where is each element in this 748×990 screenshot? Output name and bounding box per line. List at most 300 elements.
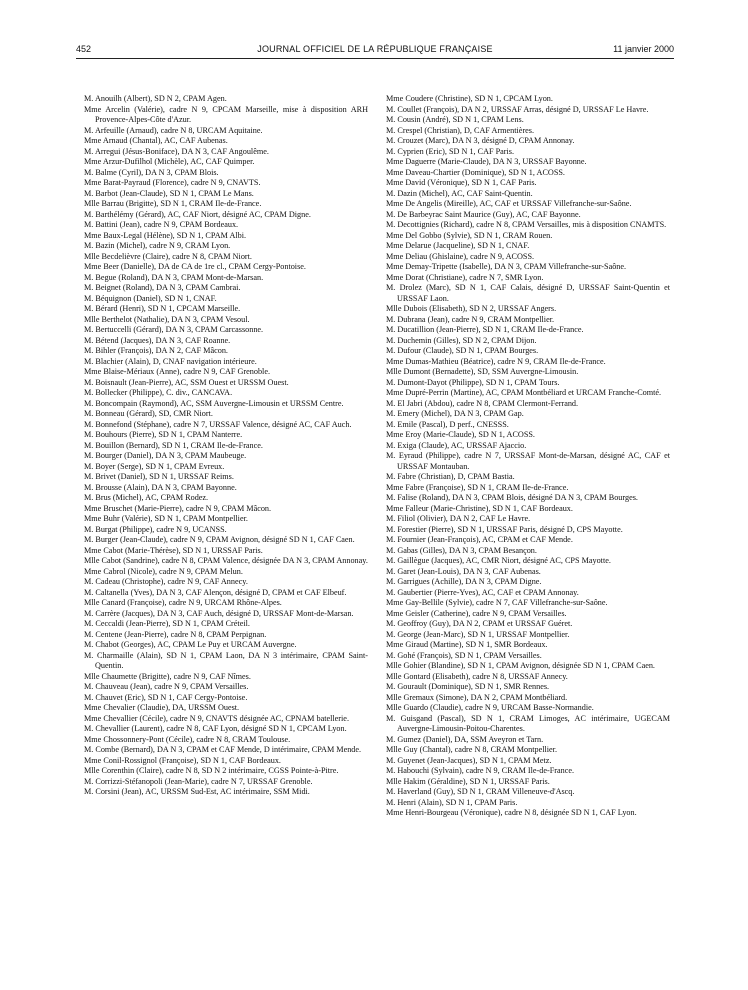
civil-title: M.: [84, 241, 94, 250]
entry-text: Gohier (Blandine), SD N 1, CPAM Avignon, désignée SD N 1, CPAM Caen.: [403, 661, 655, 670]
civil-title: Mlle: [386, 692, 402, 702]
appointment-entry: [386, 567, 670, 578]
entry-text: Bonneau (Gérard), SD, CMR Niort.: [95, 409, 213, 418]
civil-title: M.: [386, 440, 396, 450]
entry-text: Beignet (Roland), DA N 3, CPAM Cambrai.: [95, 283, 241, 292]
entry-text: Filiol (Olivier), DA N 2, CAF Le Havre.: [397, 514, 531, 523]
civil-title: M.: [386, 556, 396, 565]
civil-title: M.: [84, 776, 94, 786]
civil-title: Mlle: [84, 251, 100, 261]
civil-title: M.: [386, 493, 396, 502]
page-number: 452: [76, 44, 92, 54]
appointment-entry: [386, 252, 670, 263]
entry-text: Chevalier (Claudie), DA, URSSM Ouest.: [103, 703, 240, 712]
entry-text: Chabot (Georges), AC, CPAM Le Puy et URCAM Auvergne.: [95, 640, 297, 649]
appointment-entry: [84, 682, 368, 693]
appointment-entry: [84, 283, 368, 294]
appointment-entry: [386, 126, 670, 137]
appointment-entry: [386, 220, 670, 231]
entry-text: Cabot (Sandrine), cadre N 8, CPAM Valence, désignée DA N 3, CPAM Annonay.: [101, 556, 368, 565]
appointment-entry: [386, 409, 670, 420]
appointment-entry: [84, 94, 368, 105]
civil-title: Mlle: [84, 671, 100, 681]
entry-text: Barthélémy (Gérard), AC, CAF Niort, désigné AC, CPAM Digne.: [95, 209, 311, 219]
entry-text: De Barbeyrac Saint Maurice (Guy), AC, CAF Bayonne.: [397, 209, 581, 219]
appointment-entry: [84, 294, 368, 305]
entry-text: Fabre (Christian), D, CPAM Bastia.: [397, 472, 515, 481]
entry-text: De Angelis (Mireille), AC, CAF et URSSAF Villefranche-sur-Saône.: [405, 199, 632, 208]
appointment-entry: [84, 346, 368, 357]
appointment-entry: [386, 346, 670, 357]
page-header: [76, 44, 674, 58]
appointment-entry: [84, 735, 368, 746]
civil-title: M.: [84, 283, 94, 292]
entry-text: Berthelot (Nathalie), DA N 3, CPAM Vesoul.: [101, 314, 250, 324]
civil-title: M.: [386, 325, 396, 334]
appointment-entry: [386, 189, 670, 200]
entry-text: Chevallier (Laurent), cadre N 8, CAF Lyon, désigné SD N 1, CPCAM Lyon.: [95, 724, 347, 733]
appointment-entry: [386, 136, 670, 147]
entry-text: Barbot (Jean-Claude), SD N 1, CPAM Le Mans.: [95, 188, 254, 198]
appointment-entry: [386, 703, 670, 714]
entry-text: Emery (Michel), DA N 3, CPAM Gap.: [397, 409, 524, 418]
civil-title: Mlle: [84, 556, 100, 565]
appointment-entry: [386, 798, 670, 809]
entry-text: Cabrol (Nicole), cadre N 9, CPAM Melun.: [103, 566, 243, 576]
appointment-entry: [386, 273, 670, 284]
entry-text: Bruschet (Marie-Pierre), cadre N 9, CPAM Mâcon.: [103, 503, 272, 513]
entry-text: Chevallier (Cécile), cadre N 9, CNAVTS désignée AC, CPNAM batellerie.: [103, 713, 349, 723]
appointment-entry: [84, 105, 368, 126]
entry-text: Buhr (Valérie), SD N 1, CPAM Montpellier.: [103, 514, 248, 523]
appointment-entry: [386, 556, 670, 567]
civil-title: M.: [386, 104, 396, 114]
entry-text: Eroy (Marie-Claude), SD N 1, ACOSS.: [405, 430, 535, 439]
civil-title: M.: [386, 136, 396, 145]
appointment-entry: [84, 136, 368, 147]
entry-text: Burgat (Philippe), cadre N 9, UCANSS.: [95, 524, 227, 534]
appointment-entry: [386, 588, 670, 599]
civil-title: M.: [84, 419, 94, 429]
entry-text: Cabot (Marie-Thérèse), SD N 1, URSSAF Paris.: [103, 545, 263, 555]
appointment-entry: [386, 451, 670, 472]
appointment-entry: [386, 577, 670, 588]
civil-title: Mlle: [386, 776, 402, 786]
appointment-entry: [386, 304, 670, 315]
civil-title: Mme: [84, 157, 102, 166]
entry-text: Ceccaldi (Jean-Pierre), SD N 1, CPAM Créteil.: [95, 619, 250, 628]
entry-text: Charmaille (Alain), SD N 1, CPAM Laon, DA N 3 intérimaire, CPAM Saint-Quentin.: [95, 650, 369, 670]
civil-title: M.: [84, 220, 94, 229]
entry-text: Barat-Payraud (Florence), cadre N 9, CNAVTS.: [103, 178, 261, 187]
entry-text: Cousin (André), SD N 1, CPAM Lens.: [397, 115, 524, 124]
entry-text: Del Gobbo (Sylvie), SD N 1, CRAM Rouen.: [405, 230, 553, 240]
entry-text: Combe (Bernard), DA N 3, CPAM et CAF Mende, D intérimaire, CPAM Mende.: [95, 745, 362, 754]
appointment-entry: [84, 609, 368, 620]
civil-title: M.: [386, 682, 396, 691]
civil-title: M.: [386, 734, 396, 744]
appointment-entry: [386, 661, 670, 672]
civil-title: Mme: [386, 157, 404, 166]
entry-text: Chaumette (Brigitte), cadre N 9, CAF Nîmes.: [101, 671, 251, 681]
appointment-entry: [84, 714, 368, 725]
entry-text: El Jabri (Abdou), cadre N 8, CPAM Clermont-Ferrand.: [397, 398, 579, 408]
entry-text: Carrère (Jacques), DA N 3, CAF Auch, désigné D, URSSAF Mont-de-Marsan.: [95, 608, 354, 618]
appointment-entry: [386, 808, 670, 819]
entry-text: Boyer (Serge), SD N 1, CPAM Evreux.: [95, 461, 225, 471]
appointment-entry: [84, 567, 368, 578]
entry-text: Bourger (Daniel), DA N 3, CPAM Maubeuge.: [95, 451, 247, 460]
civil-title: M.: [84, 745, 94, 754]
appointment-entry: [84, 619, 368, 630]
entry-text: Gremaux (Simone), DA N 2, CPAM Montbéliard.: [403, 692, 568, 702]
entry-text: Gohé (François), SD N 1, CPAM Versailles.: [397, 650, 542, 660]
appointment-entry: [386, 640, 670, 651]
civil-title: Mme: [84, 514, 102, 523]
entry-text: Cyprien (Eric), SD N 1, CAF Paris.: [397, 146, 515, 156]
civil-title: Mme: [84, 734, 102, 744]
entry-text: Fournier (Jean-François), AC, CPAM et CAF Mende.: [397, 535, 573, 544]
appointment-entry: [84, 336, 368, 347]
civil-title: M.: [386, 377, 396, 387]
appointment-entry: [386, 210, 670, 221]
entry-text: Anouilh (Albert), SD N 2, CPAM Agen.: [94, 94, 227, 103]
entry-text: Fabre (Françoise), SD N 1, CRAM Ile-de-France.: [405, 482, 569, 492]
entry-text: Bihler (François), DA N 2, CAF Mâcon.: [95, 346, 228, 355]
civil-title: M.: [386, 619, 396, 628]
appointment-entry: [386, 777, 670, 788]
entry-text: Deliau (Ghislaine), cadre N 9, ACOSS.: [405, 251, 535, 261]
civil-title: Mme: [386, 356, 404, 366]
appointment-entry: [386, 357, 670, 368]
appointment-entry: [84, 220, 368, 231]
civil-title: M.: [84, 482, 94, 492]
entry-text: Blachier (Alain), D, CNAF navigation intérieure.: [95, 356, 257, 366]
civil-title: Mme: [386, 241, 404, 250]
entry-text: Exiga (Claude), AC, URSSAF Ajaccio.: [397, 440, 527, 450]
entry-text: Hakim (Géraldine), SD N 1, URSSAF Paris.: [403, 776, 550, 786]
appointment-entry: [84, 241, 368, 252]
appointment-entry: [84, 378, 368, 389]
civil-title: Mme: [84, 230, 102, 240]
civil-title: M.: [84, 724, 94, 733]
appointment-entry: [84, 693, 368, 704]
appointment-entry: [386, 157, 670, 168]
entry-text: Gay-Bellile (Sylvie), cadre N 7, CAF Villefranche-sur-Saône.: [405, 598, 608, 607]
entry-text: Geisler (Catherine), cadre N 9, CPAM Versailles.: [405, 608, 567, 618]
appointment-entry: [84, 787, 368, 798]
appointment-entry: [386, 178, 670, 189]
appointment-entry: [386, 651, 670, 662]
civil-title: Mme: [84, 104, 102, 114]
appointment-entry: [84, 409, 368, 420]
civil-title: Mlle: [386, 367, 402, 376]
entry-text: Cadeau (Christophe), cadre N 9, CAF Annecy.: [95, 577, 248, 586]
appointment-entry: [84, 651, 368, 672]
civil-title: M.: [84, 650, 94, 660]
appointment-entry: [84, 756, 368, 767]
appointment-entry: [84, 399, 368, 410]
civil-title: Mme: [386, 262, 404, 271]
appointment-entry: [84, 126, 368, 137]
entry-text: Garrigues (Achille), DA N 3, CPAM Digne.: [397, 577, 542, 586]
entry-text: Habouchi (Sylvain), cadre N 9, CRAM Ile-de-France.: [397, 766, 575, 775]
appointment-entry: [84, 430, 368, 441]
appointment-entry: [84, 420, 368, 431]
appointment-entry: [386, 483, 670, 494]
appointment-entry: [84, 441, 368, 452]
appointment-entry: [84, 514, 368, 525]
appointment-entry: [386, 336, 670, 347]
entry-text: Dumont-Dayot (Philippe), SD N 1, CPAM Tours.: [397, 377, 560, 387]
entry-text: Dubois (Elisabeth), SD N 2, URSSAF Angers.: [403, 304, 557, 313]
appointment-entry: [84, 703, 368, 714]
civil-title: M.: [386, 629, 396, 639]
appointment-entry: [84, 451, 368, 462]
entry-text: Conil-Rossignol (Françoise), SD N 1, CAF Bordeaux.: [103, 755, 281, 765]
appointment-entry: [386, 241, 670, 252]
appointment-entry: [386, 399, 670, 410]
appointment-entry: [84, 210, 368, 221]
civil-title: M.: [386, 335, 396, 345]
entry-text: Balme (Cyril), DA N 3, CPAM Blois.: [95, 167, 219, 177]
appointment-entry: [84, 168, 368, 179]
civil-title: M.: [84, 640, 94, 649]
civil-title: M.: [84, 325, 94, 334]
civil-title: M.: [386, 409, 396, 418]
civil-title: Mme: [386, 230, 404, 240]
entry-text: Garet (Jean-Louis), DA N 3, CAF Aubenas.: [397, 566, 541, 576]
appointment-entry: [386, 94, 670, 105]
appointment-entry: [84, 388, 368, 399]
civil-title: M.: [84, 94, 94, 103]
appointment-entry: [386, 745, 670, 756]
civil-title: Mme: [386, 640, 404, 649]
entry-text: Demay-Tripette (Isabelle), DA N 3, CPAM Villefranche-sur-Saône.: [405, 262, 627, 271]
civil-title: M.: [84, 146, 94, 156]
civil-title: M.: [84, 346, 94, 355]
entry-text: Forestier (Pierre), SD N 1, URSSAF Paris, désigné D, CPS Mayotte.: [397, 524, 623, 534]
entry-text: Giraud (Martine), SD N 1, SMR Bordeaux.: [405, 640, 548, 649]
civil-title: Mlle: [386, 661, 402, 670]
appointment-entry: [84, 262, 368, 273]
entry-text: Guisgand (Pascal), SD N 1, CRAM Limoges, AC intérimaire, UGECAM Auvergne-Limousin-Poitou-Charentes.: [397, 713, 671, 733]
civil-title: M.: [84, 692, 94, 702]
appointment-entry: [386, 714, 670, 735]
appointment-entry: [84, 745, 368, 756]
appointment-entry: [386, 514, 670, 525]
appointment-entry: [84, 157, 368, 168]
appointment-entry: [84, 724, 368, 735]
entry-text: Brivet (Daniel), SD N 1, URSSAF Reims.: [95, 472, 234, 481]
entry-text: Duchemin (Gilles), SD N 2, CPAM Dijon.: [397, 335, 537, 345]
appointment-entry: [84, 304, 368, 315]
entry-text: Gumez (Daniel), DA, SSM Aveyron et Tarn.: [397, 734, 544, 744]
entry-text: Dazin (Michel), AC, CAF Saint-Quentin.: [397, 188, 533, 198]
entry-text: Eyraud (Philippe), cadre N 7, URSSAF Mont-de-Marsan, désigné AC, CAF et URSSAF Montauban.: [397, 451, 671, 471]
entry-text: Arregui (Jésus-Boniface), DA N 3, CAF Angoulême.: [94, 146, 269, 156]
appointment-entry: [84, 199, 368, 210]
civil-title: M.: [386, 220, 396, 229]
civil-title: Mme: [84, 367, 102, 376]
civil-title: M.: [84, 608, 94, 618]
entry-text: Bouillon (Bernard), SD N 1, CRAM Ile-de-France.: [95, 440, 263, 450]
entry-text: Baux-Legal (Hélène), SD N 1, CPAM Albi.: [103, 230, 247, 240]
civil-title: M.: [84, 356, 94, 366]
entry-text: Bouhours (Pierre), SD N 1, CPAM Nanterre.: [95, 430, 243, 439]
civil-title: M.: [386, 419, 396, 429]
entry-text: Arcelin (Valérie), cadre N 9, CPCAM Marseille, mise à disposition ARH Provence-Alpes-Côte d'Azur.: [95, 104, 368, 124]
appointment-entry: [386, 441, 670, 452]
entry-text: Brus (Michel), AC, CPAM Rodez.: [95, 493, 209, 502]
civil-title: M.: [386, 577, 396, 586]
entry-text: Boisnault (Jean-Pierre), AC, SSM Ouest et URSSM Ouest.: [95, 377, 289, 387]
entry-text: Dumont (Bernadette), SD, SSM Auvergne-Limousin.: [403, 367, 579, 376]
appointment-entry: [386, 693, 670, 704]
appointment-entry: [84, 766, 368, 777]
entry-text: Bertuccelli (Gérard), DA N 3, CPAM Carcassonne.: [95, 325, 264, 334]
entry-text: Crespel (Christian), D, CAF Armentières.: [397, 125, 535, 135]
appointment-entry: [84, 535, 368, 546]
appointment-entry: [84, 325, 368, 336]
entry-text: Dufour (Claude), SD N 1, CPAM Bourges.: [397, 346, 539, 355]
entry-text: Guy (Chantal), cadre N 8, CRAM Montpellier.: [403, 745, 558, 754]
appointment-entry: [84, 556, 368, 567]
civil-title: M.: [386, 524, 396, 534]
entry-text: Coudere (Christine), SD N 1, CPCAM Lyon.: [405, 94, 553, 103]
entry-text: Béquignon (Daniel), SD N 1, CNAF.: [95, 293, 217, 303]
civil-title: Mme: [84, 136, 102, 145]
civil-title: Mme: [84, 262, 102, 271]
civil-title: Mme: [84, 503, 102, 513]
appointment-entry: [84, 777, 368, 788]
appointment-entry: [386, 378, 670, 389]
civil-title: M.: [84, 409, 94, 418]
civil-title: Mlle: [84, 199, 100, 208]
civil-title: Mme: [386, 482, 404, 492]
civil-title: M.: [386, 398, 396, 408]
appointment-entry: [386, 787, 670, 798]
civil-title: M.: [84, 682, 94, 691]
entry-text: Corenthin (Claire), cadre N 8, SD N 2 intérimaire, CGSS Pointe-à-Pitre.: [101, 766, 339, 775]
civil-title: Mme: [84, 566, 102, 576]
entry-text: Emile (Pascal), D perf., CNESSS.: [397, 419, 509, 429]
civil-title: M.: [84, 388, 94, 397]
appointment-entry: [386, 168, 670, 179]
entry-text: Gaubertier (Pierre-Yves), AC, CAF et CPAM Annonay.: [397, 587, 579, 597]
right-column: [386, 94, 670, 819]
appointment-entry: [386, 231, 670, 242]
civil-title: M.: [386, 188, 396, 198]
appointment-entry: [84, 357, 368, 368]
appointment-entry: [84, 672, 368, 683]
appointment-entry: [386, 756, 670, 767]
civil-title: M.: [84, 293, 94, 303]
civil-title: Mlle: [386, 304, 402, 313]
appointment-entry: [386, 147, 670, 158]
entry-text: Dubrana (Jean), cadre N 9, CRAM Montpellier.: [397, 314, 555, 324]
appointment-entry: [386, 735, 670, 746]
civil-title: M.: [84, 629, 94, 639]
appointment-entry: [84, 273, 368, 284]
entry-text: Dorat (Christiane), cadre N 7, SMR Lyon.: [405, 272, 544, 282]
civil-title: M.: [386, 587, 396, 597]
civil-title: M.: [84, 209, 94, 219]
civil-title: Mme: [386, 167, 404, 177]
entry-text: Burger (Jean-Claude), cadre N 9, CPAM Avignon, désigné SD N 1, CAF Caen.: [95, 535, 355, 544]
appointment-entry: [386, 682, 670, 693]
entry-text: Daguerre (Marie-Claude), DA N 3, URSSAF Bayonne.: [405, 157, 587, 166]
entry-text: Haverland (Guy), SD N 1, CRAM Villeneuve-d'Ascq.: [397, 787, 575, 796]
entry-text: Bollecker (Philippe), C. div., CANCAVA.: [95, 388, 233, 397]
entry-text: Chauvet (Eric), SD N 1, CAF Cergy-Pontoise.: [95, 692, 248, 702]
civil-title: Mme: [84, 178, 102, 187]
entry-text: Boncompain (Raymond), AC, SSM Auvergne-Limousin et URSSM Centre.: [95, 398, 344, 408]
civil-title: M.: [386, 451, 396, 460]
appointment-entry: [84, 252, 368, 263]
civil-title: M.: [386, 146, 396, 156]
entry-text: Battini (Jean), cadre N 9, CPAM Bordeaux.: [95, 220, 239, 229]
entry-text: Begue (Roland), DA N 3, CPAM Mont-de-Marsan.: [95, 272, 264, 282]
entry-text: Coullet (François), DA N 2, URSSAF Arras, désigné D, URSSAF Le Havre.: [397, 104, 649, 114]
appointment-entry: [386, 388, 670, 399]
civil-title: M.: [386, 713, 396, 723]
entry-text: Crouzet (Marc), DA N 3, désigné D, CPAM Annonay.: [397, 136, 575, 145]
appointment-entry: [386, 105, 670, 116]
appointment-entry: [386, 420, 670, 431]
civil-title: Mme: [84, 545, 102, 555]
civil-title: Mme: [386, 608, 404, 618]
entry-text: Corsini (Jean), AC, URSSM Sud-Est, AC intérimaire, SSM Midi.: [95, 787, 310, 796]
appointment-entry: [386, 262, 670, 273]
appointment-entry: [84, 178, 368, 189]
entry-text: David (Véronique), SD N 1, CAF Paris.: [405, 178, 537, 187]
entry-text: Guardo (Claudie), cadre N 9, URCAM Basse-Normandie.: [403, 703, 594, 712]
civil-title: Mme: [386, 808, 404, 817]
appointment-entry: [84, 315, 368, 326]
entry-text: Gontard (Elisabeth), cadre N 8, URSSAF Annecy.: [403, 671, 568, 681]
civil-title: M.: [386, 472, 396, 481]
appointment-entry: [84, 546, 368, 557]
issue-date: 11 janvier 2000: [613, 44, 674, 54]
header-rule: [76, 58, 674, 59]
civil-title: Mme: [386, 251, 404, 261]
civil-title: Mme: [386, 430, 404, 439]
civil-title: M.: [84, 377, 94, 387]
civil-title: M.: [84, 493, 94, 502]
civil-title: M.: [386, 209, 396, 219]
civil-title: Mlle: [386, 703, 402, 712]
civil-title: Mme: [386, 199, 404, 208]
entry-text: Falleur (Marie-Christine), SD N 1, CAF Bordeaux.: [405, 503, 573, 513]
appointment-entry: [386, 766, 670, 777]
civil-title: M.: [84, 272, 94, 282]
civil-title: M.: [386, 766, 396, 775]
civil-title: M.: [386, 283, 396, 292]
civil-title: Mme: [84, 703, 102, 712]
civil-title: M.: [84, 524, 94, 534]
appointment-entry: [84, 483, 368, 494]
civil-title: M.: [84, 398, 94, 408]
entry-text: Chossonnery-Pont (Cécile), cadre N 8, CRAM Toulouse.: [103, 734, 291, 744]
appointment-entry: [84, 504, 368, 515]
entry-text: Becdelièvre (Claire), cadre N 8, CPAM Niort.: [101, 251, 252, 261]
civil-title: M.: [84, 440, 94, 450]
civil-title: M.: [386, 115, 396, 124]
entry-text: Corrizzi-Stéfanopoli (Jean-Marie), cadre N 7, URSSAF Grenoble.: [95, 776, 313, 786]
civil-title: Mme: [386, 178, 404, 187]
civil-title: M.: [84, 430, 94, 439]
